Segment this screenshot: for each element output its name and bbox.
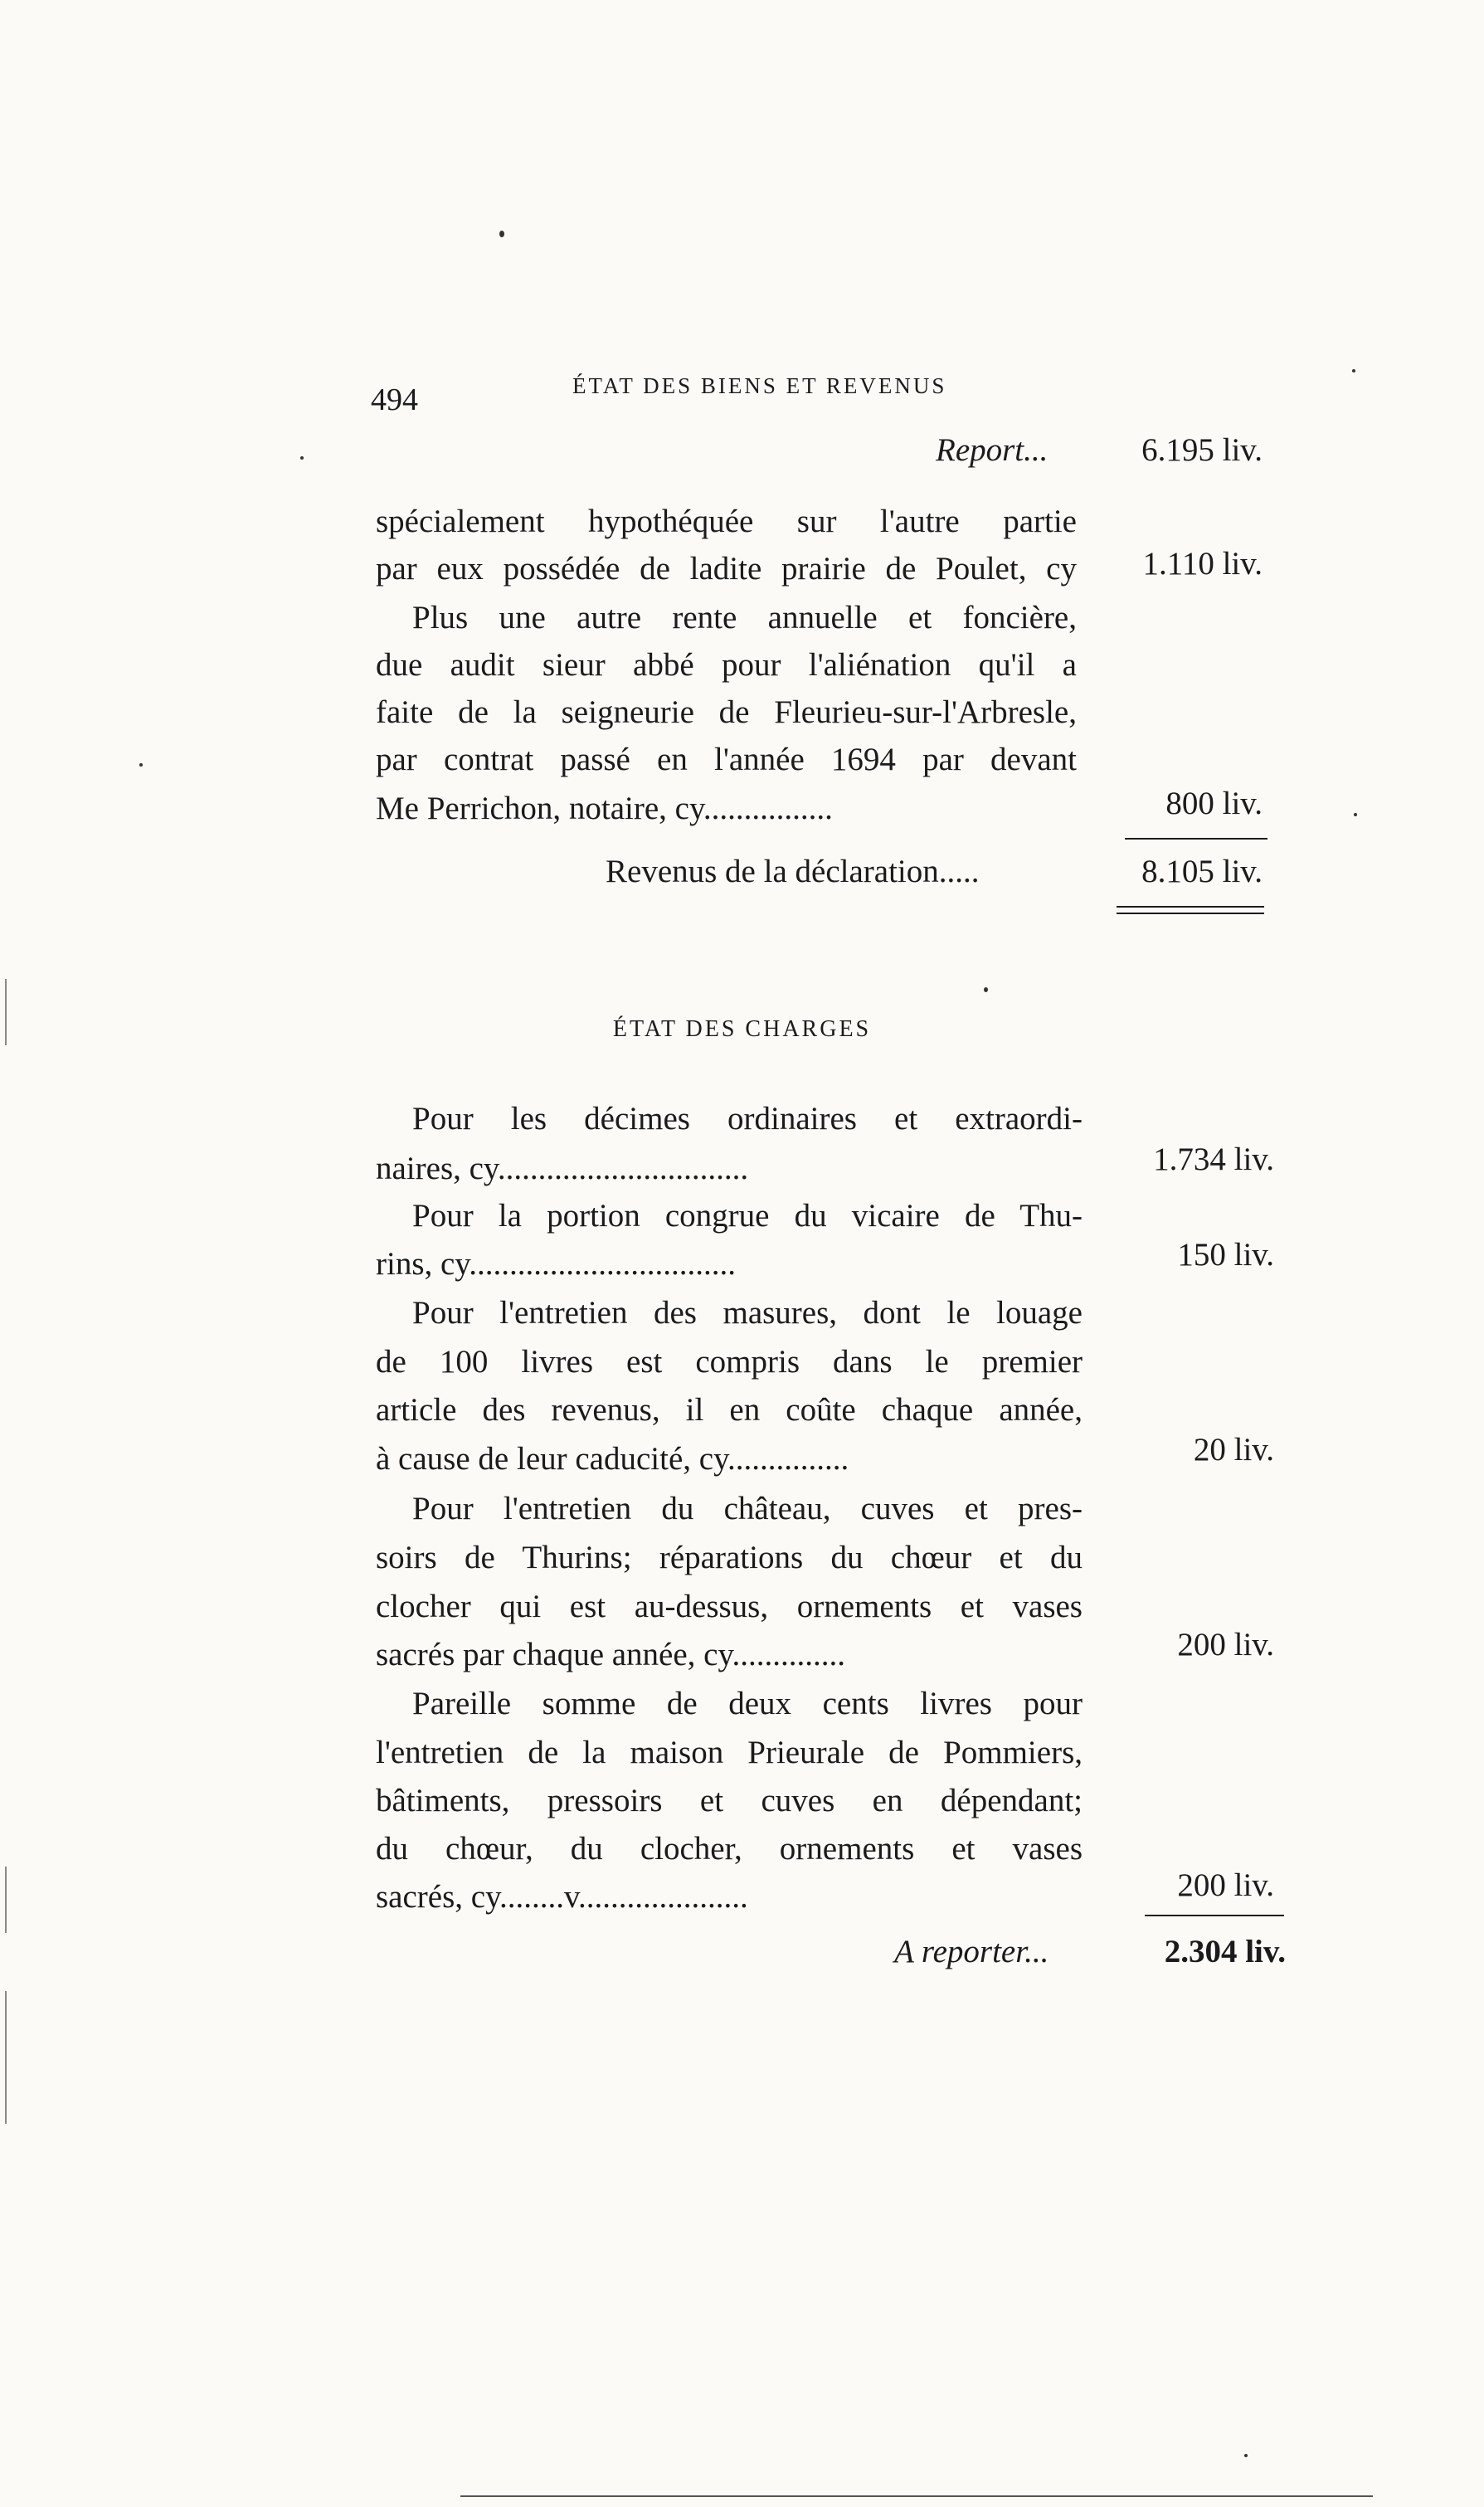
charges-line-4: rins, cy.................................	[376, 1246, 737, 1282]
total-rule-1	[1117, 906, 1264, 908]
charges-line-13: Pareille somme de deux cents livres pour	[412, 1686, 1083, 1721]
revenus-total-label: Revenus de la déclaration.....	[606, 854, 980, 889]
charges-amount-4: 200 liv.	[1177, 1627, 1274, 1662]
charges-line-14: l'entretien de la maison Prieurale de Pommiers,	[376, 1735, 1083, 1770]
charges-line-3: Pour la portion congrue du vicaire de Thu-	[412, 1198, 1083, 1234]
charges-line-11: clocher qui est au-dessus, ornements et vases	[376, 1589, 1083, 1624]
running-title: ÉTAT DES BIENS ET REVENUS	[572, 373, 947, 398]
charges-line-16: du chœur, du clocher, ornements et vases	[376, 1831, 1083, 1867]
charges-line-6: de 100 livres est compris dans le premier	[376, 1344, 1083, 1380]
revenus-line-3: Plus une autre rente annuelle et foncière,	[412, 600, 1077, 635]
charges-line-9: Pour l'entretien du château, cuves et pres-	[412, 1491, 1083, 1526]
scan-speck	[139, 763, 143, 767]
scan-speck	[1352, 369, 1355, 372]
charges-line-17: sacrés, cy........v.....................	[376, 1879, 748, 1915]
scan-edge-mark	[5, 1991, 7, 2124]
revenus-line-2: par eux possédée de ladite prairie de Poulet, cy	[376, 551, 1077, 587]
report-label: Report...	[936, 432, 1049, 468]
reporter-amount: 2.304 liv.	[1164, 1934, 1286, 1969]
revenus-line-4: due audit sieur abbé pour l'aliénation qu'il a	[376, 647, 1077, 683]
revenus-total-amount: 8.105 liv.	[1141, 854, 1263, 889]
charges-line-12: sacrés par chaque année, cy..............	[376, 1637, 845, 1672]
revenus-line-7: Me Perrichon, notaire, cy................	[376, 791, 833, 826]
revenus-line-5: faite de la seigneurie de Fleurieu-sur-l'Arbresle,	[376, 694, 1077, 730]
scan-bottom-edge	[460, 2495, 1373, 2497]
page-number: 494	[371, 382, 418, 417]
charges-amount-2: 150 liv.	[1177, 1237, 1274, 1273]
scan-edge-mark	[5, 979, 7, 1045]
scan-speck	[1354, 813, 1357, 816]
scan-speck	[499, 231, 504, 237]
charges-amount-3: 20 liv.	[1193, 1432, 1274, 1468]
scan-edge-mark	[5, 1867, 7, 1933]
subtotal-rule	[1125, 838, 1267, 840]
charges-line-5: Pour l'entretien des masures, dont le louage	[412, 1295, 1083, 1331]
charges-line-7: article des revenus, il en coûte chaque année,	[376, 1392, 1083, 1428]
charges-line-8: à cause de leur caducité, cy...............	[376, 1441, 849, 1477]
total-rule-2	[1117, 913, 1264, 914]
charges-line-2: naires, cy...............................	[376, 1151, 749, 1186]
scan-speck	[984, 987, 988, 992]
report-amount: 6.195 liv.	[1141, 432, 1263, 468]
scan-speck	[1244, 2454, 1248, 2457]
scan-speck	[300, 456, 304, 460]
revenus-line-6: par contrat passé en l'année 1694 par devant	[376, 742, 1077, 777]
charges-line-10: soirs de Thurins; réparations du chœur et du	[376, 1540, 1083, 1575]
charges-amount-5: 200 liv.	[1177, 1867, 1274, 1903]
revenus-line-1: spécialement hypothéquée sur l'autre partie	[376, 504, 1077, 539]
reporter-rule	[1145, 1915, 1284, 1916]
revenus-amount-1: 1.110 liv.	[1142, 546, 1263, 582]
section-title: ÉTAT DES CHARGES	[612, 1016, 872, 1042]
charges-line-15: bâtiments, pressoirs et cuves en dépendant;	[376, 1783, 1083, 1818]
charges-line-1: Pour les décimes ordinaires et extraordi-	[412, 1101, 1083, 1137]
revenus-amount-2: 800 liv.	[1165, 786, 1263, 821]
reporter-label: A reporter...	[894, 1934, 1049, 1969]
charges-amount-1: 1.734 liv.	[1153, 1142, 1274, 1177]
